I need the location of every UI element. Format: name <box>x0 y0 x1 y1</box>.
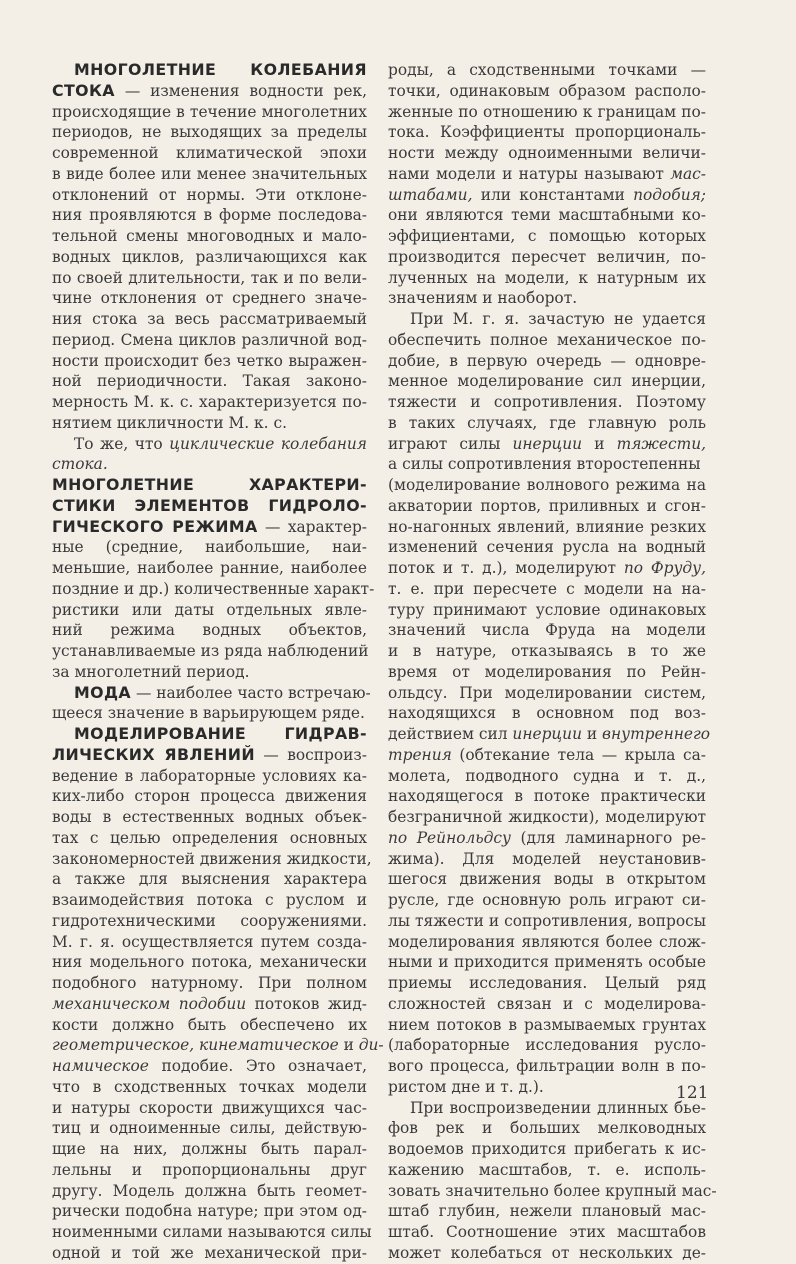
left-column <box>52 60 384 1264</box>
text-span: значениям и наоборот. <box>388 289 578 308</box>
text-line <box>52 60 367 81</box>
text-span: менное моделирование сил инерции, <box>388 372 706 391</box>
text-span: ких-либо сторон процесса движения <box>52 787 367 806</box>
text-line <box>388 247 706 268</box>
text-span: ные (средние, наибольшие, наи- <box>52 538 367 557</box>
italic-term: стока. <box>52 455 108 474</box>
text-span: безграничной жидкости), моделируют <box>388 808 706 826</box>
text-line <box>388 1118 706 1139</box>
text-span: тах с целью определения основных <box>52 828 367 847</box>
text-span: ности происходит без четко выражен- <box>52 351 367 370</box>
text-span: ристики или даты отдельных явле- <box>52 600 367 619</box>
text-span: и <box>582 434 617 453</box>
page-number: 121 <box>676 1083 709 1103</box>
text-line <box>388 911 706 932</box>
text-span: щие на них, должны быть парал- <box>52 1140 367 1158</box>
entry-headword: СТИКИ ЭЛЕМЕНТОВ ГИДРОЛО- <box>52 495 367 515</box>
text-line <box>388 122 706 143</box>
text-span: тиц и одноименные силы, действую- <box>52 1119 367 1138</box>
text-line <box>52 890 367 911</box>
text-line <box>388 537 706 558</box>
text-span: ной периодичности. Такая законо- <box>52 372 367 391</box>
text-line <box>388 226 706 247</box>
text-span: за многолетний период. <box>52 662 250 681</box>
text-line <box>388 766 706 787</box>
text-span: вого процесса, фильтрации волн в по- <box>388 1057 706 1075</box>
text-span: находящихся в основном под воз- <box>388 704 706 723</box>
text-line <box>388 496 706 517</box>
text-line <box>52 1077 367 1098</box>
italic-term: штабами, <box>388 185 473 204</box>
text-line <box>388 579 706 600</box>
text-span: а также для выяснения характера <box>52 870 367 889</box>
text-span: русле, где основную роль играют си- <box>388 891 706 909</box>
text-span: эффициентами, с помощью которых <box>388 227 706 245</box>
text-span: тяжести и сопротивления. Поэтому <box>388 393 706 411</box>
text-span: ния модельного потока, механически <box>52 953 367 972</box>
italic-term: внутреннего <box>602 725 711 743</box>
text-line <box>52 164 367 185</box>
text-line <box>52 205 367 226</box>
text-line <box>388 641 706 662</box>
text-line <box>388 1098 706 1119</box>
text-span: При воспроизведении длинных бье- <box>410 1098 706 1117</box>
right-column <box>388 60 717 1264</box>
text-span: подобие. Это означает, <box>148 1057 367 1075</box>
text-line <box>52 849 372 870</box>
text-span: кости должно быть обеспечено их <box>52 1015 367 1034</box>
text-span: (обтекание тела — крыла са- <box>451 745 706 764</box>
text-line <box>52 1035 384 1056</box>
entry-headword: МНОГОЛЕТНИЕ КОЛЕБАНИЯ <box>74 60 367 79</box>
text-line <box>388 1201 706 1222</box>
text-line <box>388 268 706 289</box>
text-span: жима). Для моделей неустановив- <box>388 849 706 868</box>
text-line <box>388 1077 706 1098</box>
text-line <box>52 579 375 600</box>
text-span: меньшие, наиболее ранние, наиболее <box>52 559 367 577</box>
text-line <box>388 869 706 890</box>
text-line <box>52 641 367 662</box>
text-span: чине отклонения от среднего значе- <box>52 289 367 308</box>
text-span: тока. Коэффициенты пропорциональ- <box>388 123 706 142</box>
text-line <box>388 351 706 372</box>
text-span: но-нагонных явлений, влияние резких <box>388 517 706 536</box>
text-span: точки, одинаковым образом располо- <box>388 81 706 100</box>
text-span: роды, а сходственными точками — <box>388 61 706 79</box>
text-line <box>52 185 367 206</box>
text-line <box>52 1201 367 1222</box>
text-line <box>52 620 367 641</box>
text-span: ведение в лабораторные условиях ка- <box>52 766 367 785</box>
text-line <box>388 724 711 745</box>
text-span: происходящие в течение многолетних <box>52 102 367 121</box>
text-span: гидротехническими сооружениями. <box>52 911 367 930</box>
entry-headword: СТОКА <box>52 80 115 100</box>
text-span: или константами <box>472 185 634 204</box>
text-span: и <box>582 725 603 743</box>
text-span: ноименными силами называются силы <box>52 1223 372 1241</box>
text-span: отклонений от нормы. Эти отклоне- <box>52 185 367 204</box>
text-line <box>52 869 367 890</box>
text-line <box>388 392 706 413</box>
text-line <box>52 1160 367 1181</box>
text-line <box>388 454 706 475</box>
entry-headword: ГИЧЕСКОГО РЕЖИМА <box>52 516 258 536</box>
text-span: (лабораторные исследования русло- <box>388 1036 706 1055</box>
text-line <box>388 1035 706 1056</box>
text-span: лученных на модели, к натурным их <box>388 268 706 287</box>
text-line <box>388 60 706 81</box>
text-line <box>388 932 706 953</box>
text-line <box>388 558 706 579</box>
text-line <box>52 1056 367 1077</box>
text-span: щееся значение в варьирующем ряде. <box>52 704 365 723</box>
text-span: зовать значительно более крупный мас- <box>388 1181 717 1200</box>
text-line <box>388 434 706 455</box>
text-span: тельной смены многоводных и мало- <box>52 227 367 245</box>
text-line <box>388 143 706 164</box>
text-span: играют силы <box>388 434 513 453</box>
text-line <box>388 164 706 185</box>
text-span: водоемов приходится прибегать к ис- <box>388 1140 706 1158</box>
text-span: фов рек и больших мелководных <box>388 1119 706 1138</box>
text-span: молета, подводного судна и т. д., <box>388 766 706 785</box>
text-line <box>52 952 367 973</box>
text-line <box>52 1098 367 1119</box>
text-line <box>52 682 371 704</box>
text-span: изменений сечения русла на водный <box>388 538 706 557</box>
text-span: поток и т. д.), моделируют <box>388 559 624 577</box>
text-span: мерность М. к. с. характеризуется по- <box>52 393 367 411</box>
text-line <box>52 911 367 932</box>
text-line <box>388 973 706 994</box>
text-line <box>388 952 706 973</box>
text-line <box>52 1139 367 1160</box>
text-line <box>388 807 706 828</box>
text-span: т. е. при пересчете с модели на на- <box>388 579 706 598</box>
italic-term: инерции <box>512 434 583 453</box>
text-span: и <box>338 1036 359 1055</box>
text-line <box>388 371 706 392</box>
text-span: и натуры скорости движущихся час- <box>52 1098 367 1117</box>
text-line <box>52 351 367 372</box>
text-line <box>388 828 706 849</box>
text-span: — наиболее часто встречаю- <box>131 683 371 702</box>
italic-term: по Рейнольдсу <box>388 828 511 847</box>
italic-term: ди- <box>358 1036 384 1055</box>
text-line <box>52 537 367 558</box>
text-line <box>52 517 367 538</box>
text-line <box>52 766 367 787</box>
text-line <box>52 330 367 351</box>
text-line <box>52 1243 367 1264</box>
italic-term: инерции <box>512 725 582 743</box>
text-span: в таких случаях, где главную роль <box>388 413 706 432</box>
text-line <box>388 662 706 683</box>
text-line <box>52 226 367 247</box>
italic-term: по Фруду, <box>623 559 706 577</box>
text-line <box>52 102 367 123</box>
text-span: туру принимают условие одинаковых <box>388 600 706 619</box>
text-line <box>388 309 706 330</box>
text-span: производится пересчет величин, по- <box>388 247 706 266</box>
text-line <box>52 81 367 102</box>
text-line <box>52 745 367 766</box>
text-span: ными и приходится применять особые <box>388 953 706 972</box>
text-span: поздние и др.) количественные характ- <box>52 579 375 598</box>
text-line <box>388 1015 706 1036</box>
text-span: нами модели и натуры называют <box>388 164 671 183</box>
text-line <box>388 849 706 870</box>
text-line <box>52 724 367 745</box>
text-line <box>52 309 367 330</box>
text-line <box>52 807 367 828</box>
text-span: и в натуре, отказываясь в то же <box>388 642 706 660</box>
text-span: ольдсу. При моделировании систем, <box>388 683 706 702</box>
text-span: штаб глубин, нежели плановый мас- <box>388 1202 706 1221</box>
text-span: другу. Модель должна быть геомет- <box>52 1181 367 1200</box>
text-span: значений числа Фруда на модели <box>388 621 706 640</box>
text-span: При М. г. я. зачастую не удается <box>410 310 706 328</box>
text-line <box>388 1181 717 1202</box>
text-line <box>52 122 367 143</box>
italic-term: геометрическое, кинематическое <box>52 1036 339 1055</box>
text-span: добие, в первую очередь — одновре- <box>388 351 706 370</box>
text-span: ния стока за весь рассматриваемый <box>52 310 367 328</box>
text-line <box>52 371 367 392</box>
text-span: период. Смена циклов различной вод- <box>52 330 367 349</box>
text-line <box>52 1222 372 1243</box>
text-line <box>52 703 367 724</box>
text-line <box>388 205 706 226</box>
text-span: в виде более или менее значительных <box>52 164 367 183</box>
text-line <box>388 185 706 206</box>
text-span: нием потоков в размываемых грунтах <box>388 1015 706 1034</box>
text-span: — изменения водности рек, <box>114 81 367 100</box>
text-span: шегося движения воды в открытом <box>388 870 706 889</box>
text-line <box>52 434 367 455</box>
text-line <box>388 745 706 766</box>
text-line <box>52 1015 367 1036</box>
text-line <box>388 102 706 123</box>
italic-term: механическом подобии <box>52 994 247 1013</box>
text-span: действием сил <box>388 725 513 743</box>
text-span: что в сходственных точках модели <box>52 1077 367 1096</box>
italic-term: подобия; <box>633 185 706 204</box>
text-span: взаимодействия потока с руслом и <box>52 891 367 909</box>
text-span: (моделирование волнового режима на <box>388 476 706 494</box>
text-span: женные по отношению к границам по- <box>388 102 706 121</box>
text-line <box>52 454 367 475</box>
text-line <box>388 1160 706 1181</box>
text-line <box>388 600 706 621</box>
text-span: сложностей связан и с моделирова- <box>388 994 706 1013</box>
text-span: — характер- <box>257 517 367 536</box>
text-span: одной и той же механической при- <box>52 1243 367 1262</box>
text-line <box>52 662 367 683</box>
text-line <box>52 932 367 953</box>
text-span: потоков жид- <box>246 994 367 1013</box>
text-line <box>388 683 706 704</box>
text-line <box>388 703 706 724</box>
text-line <box>388 413 706 434</box>
text-line <box>52 143 367 164</box>
text-span: воды в естественных водных объек- <box>52 808 367 826</box>
text-line <box>52 828 367 849</box>
text-span: может колебаться от нескольких де- <box>388 1243 706 1262</box>
text-span: а силы сопротивления второстепенны <box>388 455 701 474</box>
text-line <box>52 1118 367 1139</box>
text-line <box>388 81 706 102</box>
text-line <box>52 994 367 1015</box>
text-line <box>388 330 706 351</box>
text-line <box>52 1181 367 1202</box>
italic-term: трения <box>388 745 452 764</box>
text-span: подобного натурному. При полном <box>52 974 367 992</box>
italic-term: мас- <box>670 164 706 183</box>
text-span: водных циклов, различающихся как <box>52 247 367 266</box>
text-span: современной климатической эпохи <box>52 144 367 162</box>
text-span: закономерностей движения жидкости, <box>52 849 372 868</box>
entry-headword: МНОГОЛЕТНИЕ ХАРАКТЕРИ- <box>52 475 367 494</box>
text-span: ристом дне и т. д.). <box>388 1077 544 1096</box>
text-span: акватории портов, приливных и сгон- <box>388 496 706 515</box>
text-span: они являются теми масштабными ко- <box>388 206 706 225</box>
text-span: нятием цикличности М. к. с. <box>52 413 287 432</box>
text-line <box>388 890 706 911</box>
text-line <box>52 268 367 289</box>
text-span: ний режима водных объектов, <box>52 621 367 640</box>
text-line <box>52 973 367 994</box>
text-line <box>52 247 367 268</box>
text-span: ности между одноименными величи- <box>388 144 706 162</box>
italic-term: тяжести, <box>616 434 707 453</box>
text-line <box>52 600 367 621</box>
text-span: — воспроиз- <box>255 745 367 764</box>
text-span: время от моделирования по Рейн- <box>388 662 706 681</box>
text-span: обеспечить полное механическое по- <box>388 330 706 349</box>
text-span: кажению масштабов, т. е. исполь- <box>388 1160 706 1179</box>
entry-headword: МОДЕЛИРОВАНИЕ ГИДРАВ- <box>74 724 367 743</box>
text-line <box>388 620 706 641</box>
text-line <box>52 558 367 579</box>
text-span: М. г. я. осуществляется путем созда- <box>52 932 367 951</box>
text-span: периодов, не выходящих за пределы <box>52 123 367 142</box>
text-line <box>388 1243 706 1264</box>
text-line <box>52 475 367 496</box>
text-span: ния проявляются в форме последова- <box>52 206 367 225</box>
text-span: штаб. Соотношение этих масштабов <box>388 1223 706 1241</box>
text-span: лельны и пропорциональны друг <box>52 1160 367 1179</box>
text-span: по своей длительности, так и по вели- <box>52 268 367 287</box>
text-line <box>388 1056 706 1077</box>
text-span: устанавливаемые из ряда наблюдений <box>52 642 369 660</box>
text-line <box>388 786 706 807</box>
entry-headword: МОДА <box>74 682 132 702</box>
italic-term: циклические колебания <box>169 434 368 453</box>
text-line <box>52 496 367 517</box>
text-line <box>388 517 706 538</box>
text-span: находящегося в потоке практически <box>388 787 706 806</box>
text-span: (для ламинарного ре- <box>510 828 706 847</box>
italic-term: намическое <box>52 1057 149 1075</box>
text-line <box>52 786 367 807</box>
text-line <box>388 1139 706 1160</box>
text-span: лы тяжести и сопротивления, вопросы <box>388 911 706 930</box>
text-span: рически подобна натуре; при этом од- <box>52 1202 367 1221</box>
text-line <box>388 994 706 1015</box>
text-span: моделирования являются более слож- <box>388 932 706 951</box>
text-span: приемы исследования. Целый ряд <box>388 974 706 992</box>
entry-headword: ЛИЧЕСКИХ ЯВЛЕНИЙ <box>52 744 255 764</box>
text-line <box>52 288 367 309</box>
text-line <box>388 475 706 496</box>
text-line <box>388 288 706 309</box>
text-line <box>52 392 367 413</box>
text-line <box>388 1222 706 1243</box>
text-line <box>52 413 367 434</box>
text-span: То же, что <box>74 434 170 453</box>
